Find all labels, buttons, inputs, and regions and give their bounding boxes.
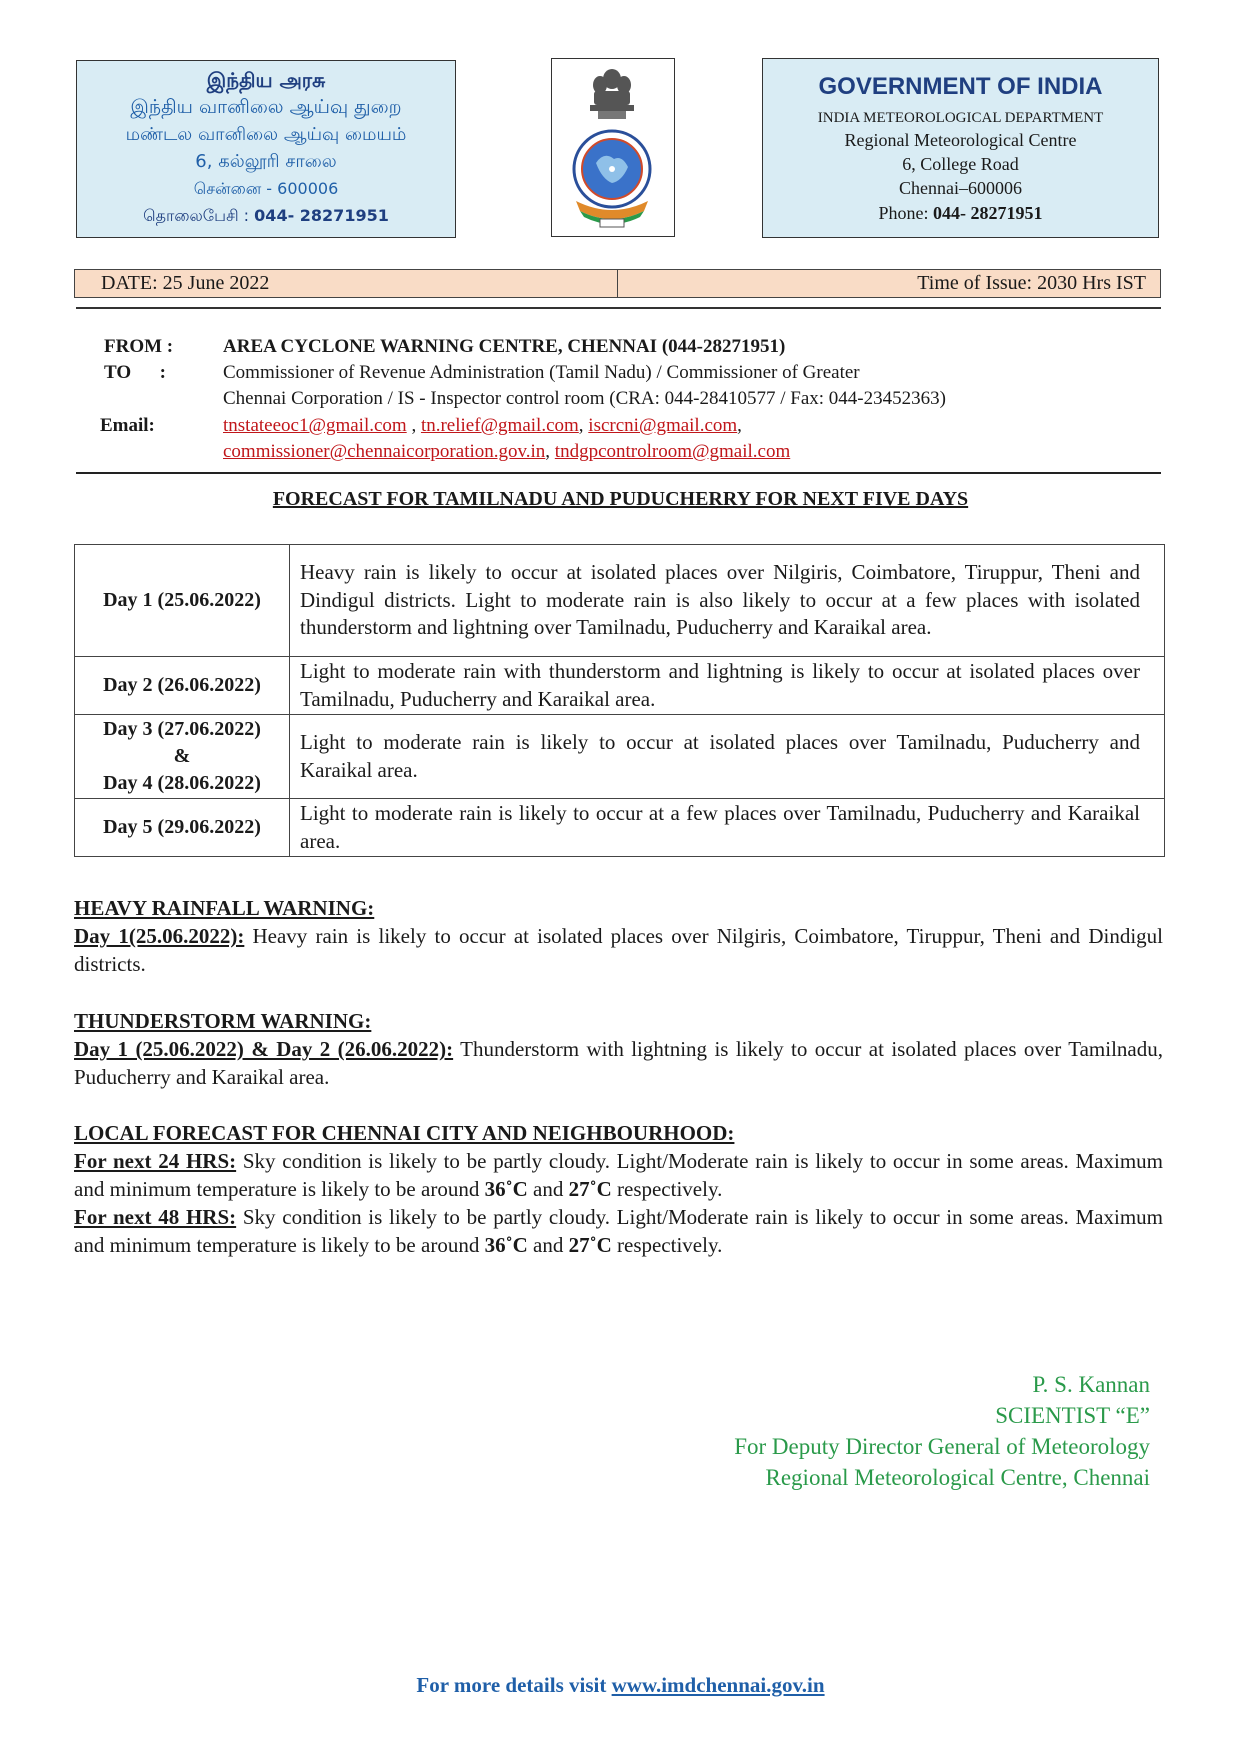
- footer-text: For more details visit: [416, 1673, 612, 1697]
- signature-block: [734, 1369, 1150, 1493]
- min-temp: 27˚C: [568, 1177, 612, 1201]
- day-3-label: Day 3 (27.06.2022): [103, 718, 261, 740]
- day-cell: Day 2 (26.06.2022): [75, 657, 290, 715]
- email-label: Email:: [100, 415, 155, 436]
- english-phone-label: Phone:: [878, 203, 929, 223]
- local-forecast-48h: [74, 1203, 1163, 1259]
- and-text: and: [527, 1233, 569, 1257]
- forecast-title: FORECAST FOR TAMILNADU AND PUDUCHERRY FOR NEXT FIVE DAYS: [272, 488, 969, 510]
- table-row: [75, 545, 1165, 657]
- email-line-1: tnstateeoc1@gmail.com , tn.relief@gmail.com, iscrcni@gmail.com,: [223, 415, 742, 436]
- day-cell: Day 1 (25.06.2022): [75, 545, 290, 657]
- local-24h-body: Sky condition is likely to be partly cloudy. Light/Moderate rain is likely to occur in some areas. Maximum and minimum temperature is likely to be around: [74, 1149, 1164, 1201]
- heavy-rainfall-heading: HEAVY RAINFALL WARNING:: [74, 896, 375, 920]
- signature-line-3: For Deputy Director General of Meteorology: [734, 1434, 1150, 1459]
- divider: [76, 307, 1161, 309]
- tail-text: respectively.: [611, 1177, 723, 1201]
- day-ampersand: &: [173, 745, 191, 767]
- max-temp: 36˚C: [484, 1177, 528, 1201]
- to-line-1: Commissioner of Revenue Administration (Tamil Nadu) / Commissioner of Greater: [223, 362, 860, 383]
- and-text: and: [527, 1177, 569, 1201]
- email-link[interactable]: commissioner@chennaicorporation.gov.in: [223, 441, 546, 462]
- day-cell: [75, 715, 290, 799]
- day-4-label: Day 4 (28.06.2022): [103, 772, 261, 794]
- footer: [0, 1673, 1241, 1698]
- local-48h-label: For next 48 HRS:: [74, 1205, 237, 1229]
- email-link[interactable]: tnstateeoc1@gmail.com: [223, 415, 407, 436]
- table-row: [75, 715, 1165, 799]
- thunderstorm-heading: THUNDERSTORM WARNING:: [74, 1009, 372, 1033]
- local-forecast-section: [74, 1119, 1163, 1259]
- english-header-box: [762, 58, 1159, 238]
- divider: [76, 472, 1161, 474]
- english-line-5: Chennai–600006: [899, 178, 1022, 198]
- tamil-phone-label: தொலைபேசி :: [143, 206, 250, 225]
- heavy-rainfall-text: [74, 922, 1163, 978]
- email-link[interactable]: iscrcni@gmail.com: [588, 415, 738, 436]
- table-row: [75, 799, 1165, 857]
- heavy-rainfall-body: Heavy rain is likely to occur at isolated places over Nilgiris, Coimbatore, Tiruppur, Theni and Dindigul districts.: [74, 924, 1163, 976]
- english-phone-value: 044- 28271951: [933, 203, 1043, 223]
- signature-name: P. S. Kannan: [1032, 1372, 1150, 1397]
- local-48h-body: Sky condition is likely to be partly cloudy. Light/Moderate rain is likely to occur in some areas. Maximum and minimum temperature is likely to be around: [74, 1205, 1164, 1257]
- forecast-text-cell: Heavy rain is likely to occur at isolated places over Nilgiris, Coimbatore, Tiruppur, Theni and Dindigul districts. Light to moderate rain is also likely to occur at a few places with isolated thunderstorm and lightning over Tamilnadu, Puducherry and Karaikal area.: [290, 545, 1165, 657]
- thunderstorm-text: [74, 1035, 1163, 1091]
- thunderstorm-section: [74, 1007, 1163, 1091]
- thunderstorm-day-label: Day 1 (25.06.2022) & Day 2 (26.06.2022):: [74, 1037, 454, 1061]
- tamil-phone-value: 044- 28271951: [254, 206, 389, 225]
- min-temp: 27˚C: [568, 1233, 612, 1257]
- english-line-4: 6, College Road: [902, 154, 1019, 174]
- to-label: TO :: [104, 362, 166, 383]
- local-forecast-heading: LOCAL FORECAST FOR CHENNAI CITY AND NEIGHBOURHOOD:: [74, 1121, 735, 1145]
- forecast-table: [74, 544, 1165, 857]
- heavy-rainfall-section: [74, 894, 1163, 978]
- tail-text: respectively.: [611, 1233, 723, 1257]
- signature-line-4: Regional Meteorological Centre, Chennai: [765, 1465, 1150, 1490]
- thunderstorm-body: Thunderstorm with lightning is likely to occur at isolated places over Tamilnadu, Puducherry and Karaikal area.: [74, 1037, 1163, 1089]
- tamil-line-4: 6, கல்லூரி சாலை: [195, 151, 337, 172]
- max-temp: 36˚C: [484, 1233, 528, 1257]
- to-line-2: Chennai Corporation / IS - Inspector control room (CRA: 044-28410577 / Fax: 044-23452363): [223, 388, 946, 409]
- local-forecast-24h: [74, 1147, 1163, 1203]
- tamil-line-3: மண்டல வானிலை ஆய்வு மையம்: [125, 124, 407, 145]
- english-line-2: INDIA METEOROLOGICAL DEPARTMENT: [817, 110, 1104, 126]
- day-cell: Day 5 (29.06.2022): [75, 799, 290, 857]
- tamil-header-box: [76, 60, 456, 238]
- english-line-3: Regional Meteorological Centre: [844, 130, 1077, 150]
- from-value: AREA CYCLONE WARNING CENTRE, CHENNAI (044-28271951): [223, 336, 786, 357]
- english-phone: [763, 200, 1158, 226]
- tamil-phone: [77, 202, 455, 229]
- tamil-line-1: இந்திய அரசு: [206, 68, 326, 92]
- date-row: [74, 269, 1161, 298]
- signature-title: SCIENTIST “E”: [995, 1403, 1150, 1428]
- email-link[interactable]: tndgpcontrolroom@gmail.com: [554, 441, 791, 462]
- email-link[interactable]: tn.relief@gmail.com: [420, 415, 579, 436]
- email-line-2: commissioner@chennaicorporation.gov.in, tndgpcontrolroom@gmail.com: [223, 441, 791, 462]
- forecast-text-cell: Light to moderate rain is likely to occur at a few places over Tamilnadu, Puducherry and Karaikal area.: [290, 799, 1165, 857]
- forecast-text-cell: Light to moderate rain is likely to occur at isolated places over Tamilnadu, Puducherry and Karaikal area.: [290, 715, 1165, 799]
- footer-link[interactable]: www.imdchennai.gov.in: [611, 1673, 825, 1697]
- table-row: [75, 657, 1165, 715]
- issue-date: DATE: 25 June 2022: [75, 270, 618, 297]
- from-label-text: FROM :: [104, 336, 174, 357]
- issue-time: Time of Issue: 2030 Hrs IST: [917, 272, 1146, 294]
- imd-emblem-logo: [551, 58, 675, 237]
- local-24h-label: For next 24 HRS:: [74, 1149, 237, 1173]
- tamil-line-2: இந்திய வானிலை ஆய்வு துறை: [130, 96, 402, 118]
- from-label: [104, 334, 173, 360]
- tamil-line-5: சென்னை - 600006: [193, 179, 339, 198]
- emblem-icon: [552, 59, 673, 235]
- forecast-text-cell: Light to moderate rain with thunderstorm and lightning is likely to occur at isolated places over Tamilnadu, Puducherry and Karaikal area.: [290, 657, 1165, 715]
- heavy-rainfall-day-label: Day 1(25.06.2022):: [74, 924, 245, 948]
- english-line-1: GOVERNMENT OF INDIA: [818, 73, 1103, 100]
